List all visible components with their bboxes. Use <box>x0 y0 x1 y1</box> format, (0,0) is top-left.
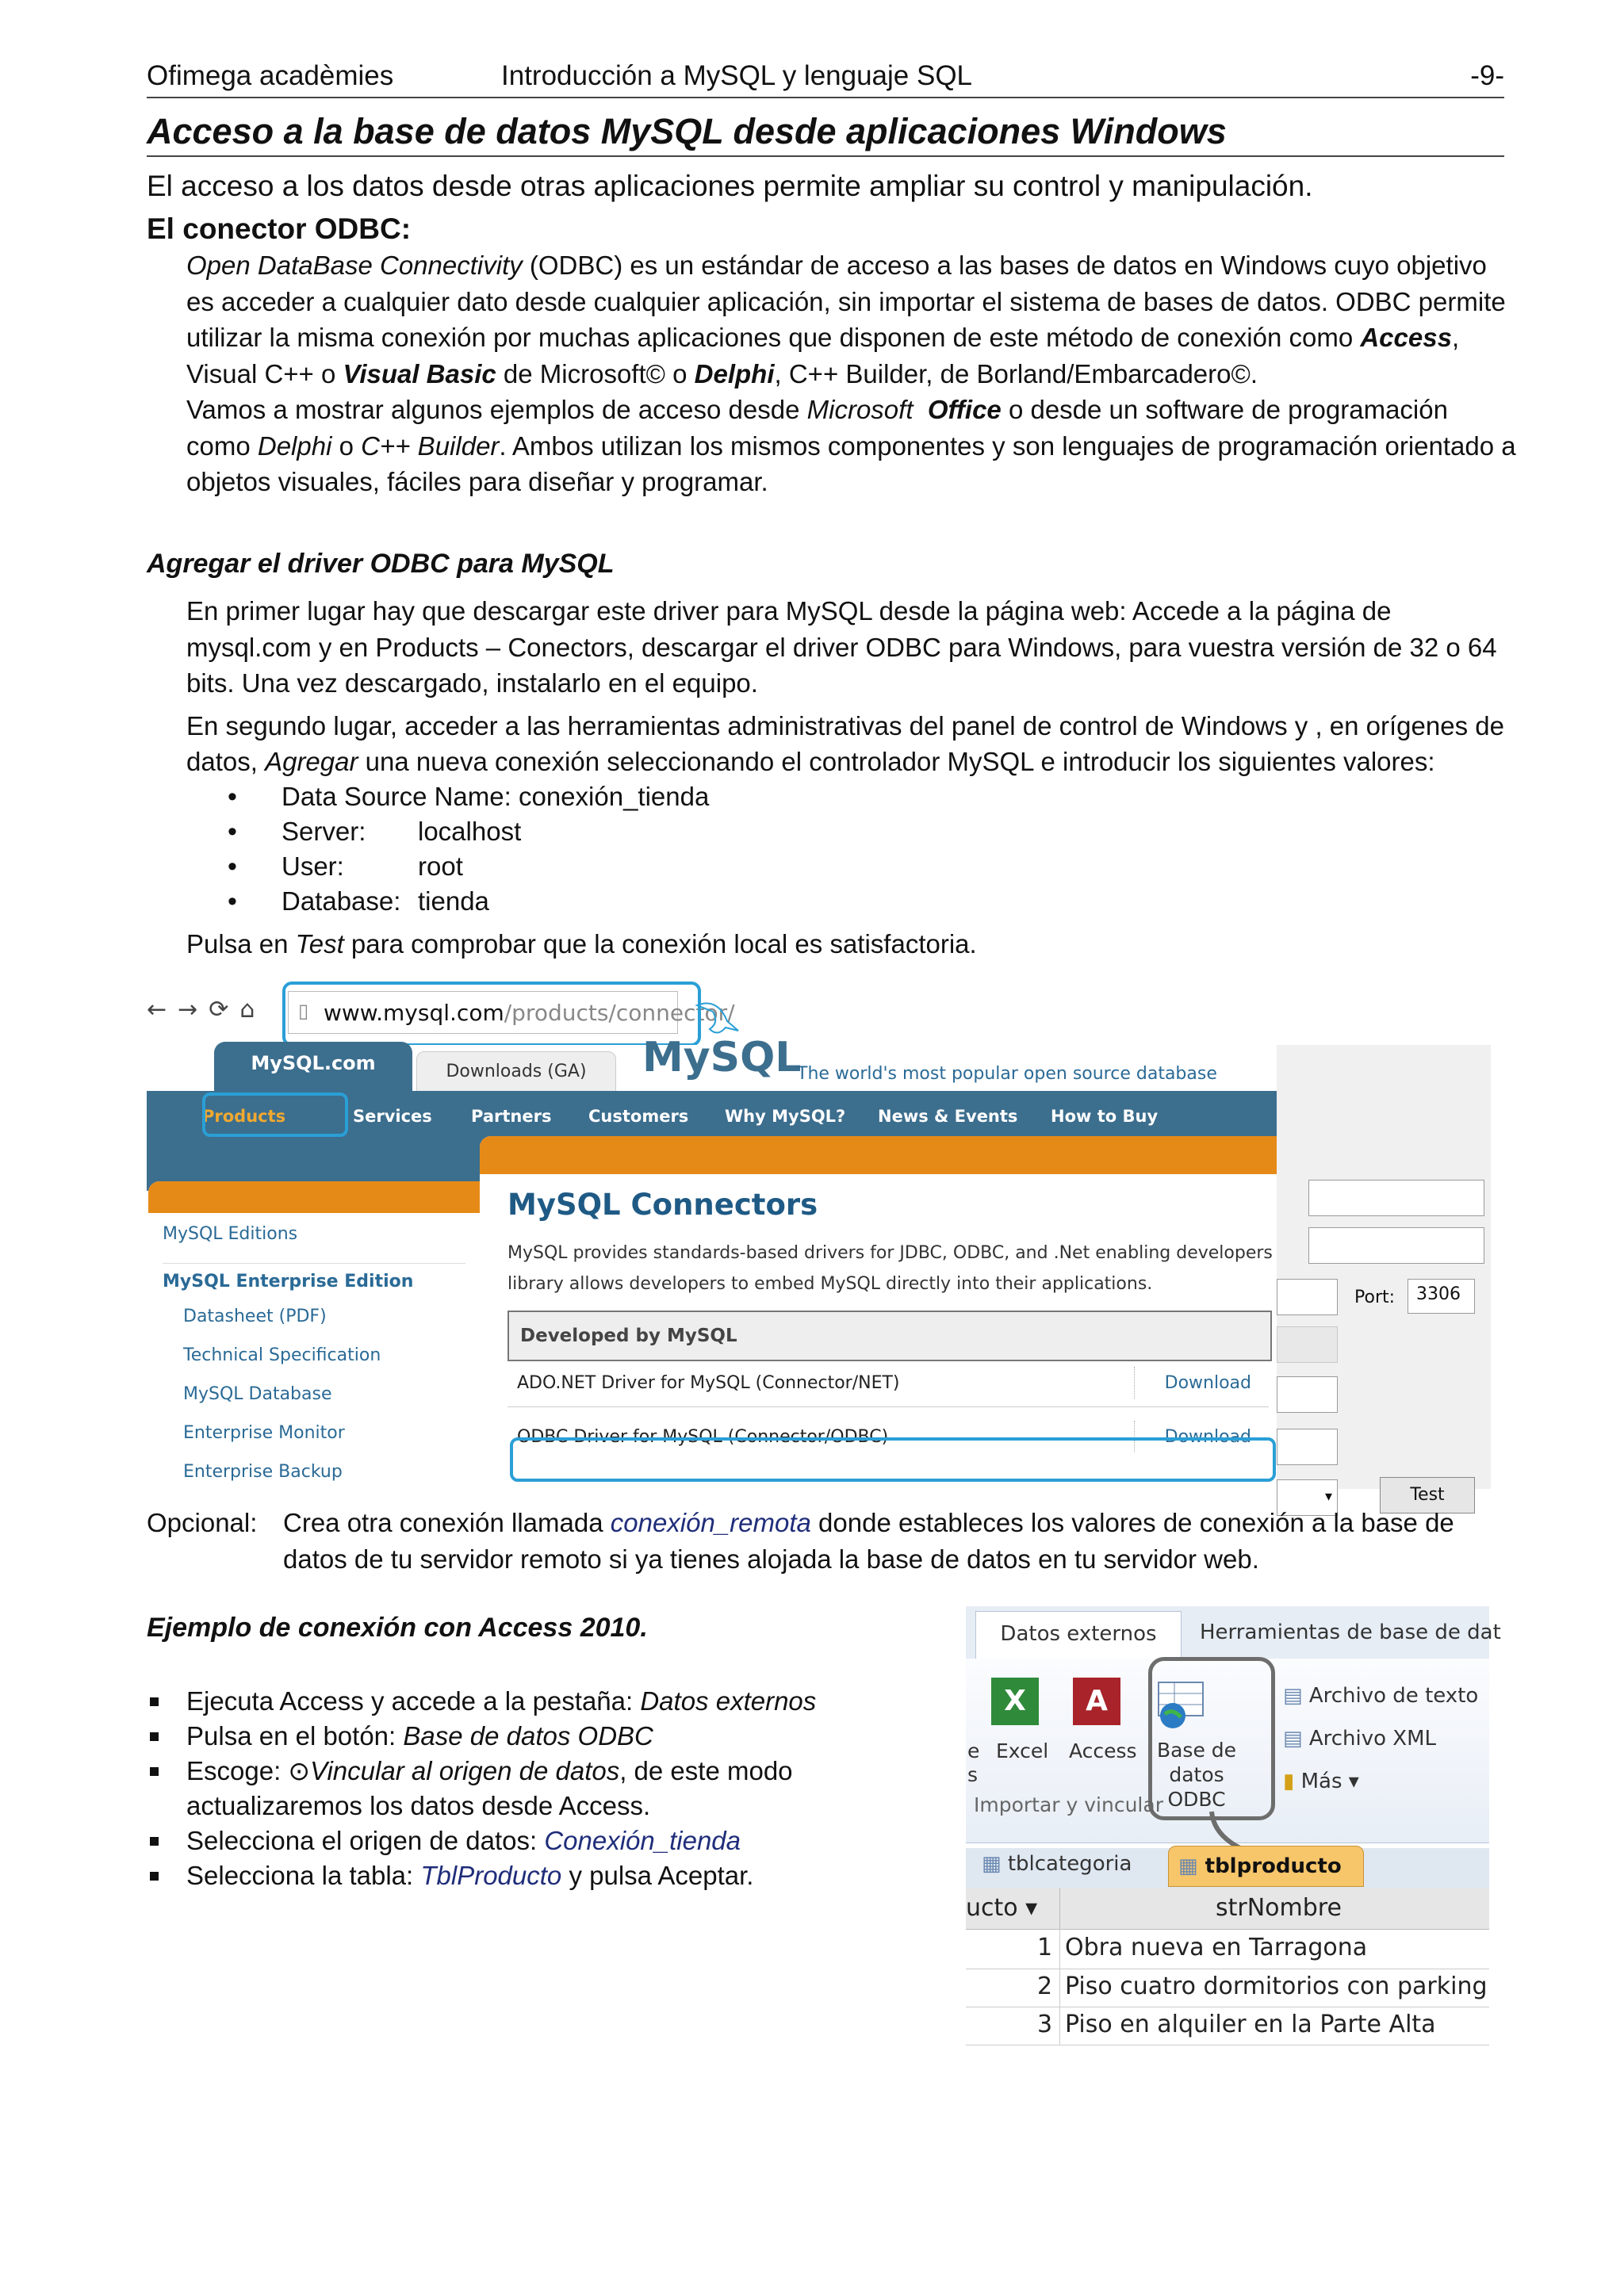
table-row[interactable] <box>966 1969 1489 2007</box>
cell-name: Obra nueva en Tarragona <box>1065 1934 1368 1961</box>
list-item: Ejecuta Access y accede a la pestaña: Datos externos <box>147 1684 845 1719</box>
dialog-field[interactable] <box>1308 1227 1484 1264</box>
tab-mysql-com[interactable]: MySQL.com <box>214 1042 412 1091</box>
download-link[interactable]: Download <box>1164 1373 1251 1393</box>
odbc-dialog-fragment <box>1277 1045 1491 1505</box>
port-label: Port: <box>1354 1288 1396 1307</box>
list-item: Pulsa en el botón: Base de datos ODBC <box>147 1719 845 1754</box>
column-id[interactable]: ucto ▾ <box>966 1894 1038 1922</box>
column-strnombre[interactable]: strNombre <box>1216 1894 1342 1922</box>
test-instruction: Pulsa en Test para comprobar que la conexión local es satisfactoria. <box>186 929 977 959</box>
chevron-down-icon: ▾ <box>1324 1488 1332 1505</box>
list-item: • Database: tienda <box>186 884 900 919</box>
reload-icon[interactable]: ⟳ <box>209 996 240 1024</box>
excel-icon: X <box>991 1678 1039 1725</box>
nav-customers[interactable]: Customers <box>588 1107 689 1126</box>
mysql-logo: MySQL <box>642 1034 802 1081</box>
side-datasheet[interactable]: Datasheet (PDF) <box>183 1307 327 1326</box>
ribbon-group-label: Importar y vincular <box>974 1793 1163 1816</box>
connectors-title: MySQL Connectors <box>508 1188 818 1222</box>
download-link[interactable]: Download <box>1164 1427 1251 1447</box>
header-center: Introducción a MySQL y lenguaje SQL <box>501 60 973 91</box>
connectors-desc-1: MySQL provides standards-based drivers for JDBC, ODBC, and .Net enabling developers <box>508 1243 1273 1263</box>
odbc-button[interactable]: Base de datos ODBC <box>1156 1739 1237 1811</box>
list-item: • Server: localhost <box>186 814 900 849</box>
access-icon: A <box>1073 1678 1120 1725</box>
header-left: Ofimega acadèmies <box>147 60 394 91</box>
access-ribbon-screenshot <box>966 1606 1501 2038</box>
page-number: -9- <box>1470 60 1504 91</box>
browser-nav-icons <box>147 996 266 1024</box>
side-enterprise-edition[interactable]: MySQL Enterprise Edition <box>163 1272 414 1292</box>
side-technical-spec[interactable]: Technical Specification <box>183 1345 381 1365</box>
driver-name: ADO.NET Driver for MySQL (Connector/NET) <box>517 1373 900 1393</box>
page-title: Acceso a la base de datos MySQL desde aplicaciones Windows <box>147 111 1504 157</box>
odbc-highlight <box>1148 1657 1275 1820</box>
optional-label: Opcional: <box>147 1508 258 1537</box>
cell-id: 1 <box>1037 1934 1053 1961</box>
cut-label: e s <box>967 1739 980 1786</box>
side-enterprise-backup[interactable]: Enterprise Backup <box>183 1462 343 1482</box>
access-steps-list <box>147 1684 845 1893</box>
intro-text: El acceso a los datos desde otras aplicaciones permite ampliar su control y manipulación. <box>147 170 1313 202</box>
driver-name: ODBC Driver for MySQL (Connector/ODBC) <box>517 1427 889 1447</box>
optional-text: Crea otra conexión llamada conexión_remota donde estableces los valores de conexión a la base de datos de tu servidor remoto si ya tienes alojada la base de datos en tu servidor web. <box>283 1508 1454 1574</box>
mas-option[interactable]: ▮ Más ▾ <box>1283 1770 1359 1793</box>
list-item: Selecciona el origen de datos: Conexión_tienda <box>147 1823 845 1858</box>
nav-services[interactable]: Services <box>353 1107 432 1126</box>
side-enterprise-monitor[interactable]: Enterprise Monitor <box>183 1423 345 1443</box>
table-row[interactable] <box>966 2007 1489 2045</box>
odbc-values-list <box>186 779 900 919</box>
datasheet-header <box>966 1888 1489 1930</box>
odbc-highlight <box>510 1437 1276 1482</box>
tab-tblcategoria[interactable]: ▦ tblcategoria <box>982 1852 1132 1876</box>
nav-news-events[interactable]: News & Events <box>878 1107 1018 1126</box>
cell-name: Piso cuatro dormitorios con parking <box>1065 1973 1488 2000</box>
left-sidebar <box>148 1181 489 1490</box>
section-odbc-heading: El conector ODBC: <box>147 212 412 245</box>
list-item: Selecciona la tabla: TblProducto y pulsa Aceptar. <box>147 1858 845 1893</box>
table-icon: ▦ <box>1178 1854 1198 1878</box>
mysql-website-screenshot <box>147 982 1491 1505</box>
access-button[interactable]: Access <box>1069 1739 1137 1762</box>
tab-datos-externos[interactable]: Datos externos <box>975 1611 1182 1661</box>
section-access-heading: Ejemplo de conexión con Access 2010. <box>147 1613 648 1643</box>
nav-how-to-buy[interactable]: How to Buy <box>1051 1107 1159 1126</box>
connectors-desc-2: library allows developers to embed MySQL directly into their applications. <box>508 1274 1153 1294</box>
products-highlight <box>202 1093 348 1137</box>
list-item: Escoge: ⊙Vincular al origen de datos, de este modo actualizaremos los datos desde Access. <box>147 1754 845 1823</box>
tagline: The world's most popular open source database <box>797 1064 1217 1084</box>
cell-name: Piso en alquiler en la Parte Alta <box>1065 2011 1436 2038</box>
tab-tblproducto[interactable]: ▦ tblproducto <box>1168 1846 1364 1887</box>
odbc-paragraph: Open DataBase Connectivity (ODBC) es un estándar de acceso a las bases de datos en Windows cuyo objetivo es acceder a cualquier dato desde cualquier aplicación, sin importar el sistema de bases de datos. ODBC permite utilizar la misma conexión por muchas aplicaciones que disponen de este método de conexión como Access, Visual C++ o Visual Basic de Microsoft© o Delphi, C++ Builder, de Borland/Embarcadero©. Vamos a mostrar algunos ejemplos de acceso desde Microsoft Office o desde un software de programación como Delphi o C++ Builder. Ambos utilizan los mismos componentes y son lenguajes de programación orientado a objetos visuales, fáciles para diseñar y programar. <box>186 251 1516 496</box>
page-header <box>147 57 1504 98</box>
server-field[interactable] <box>1277 1279 1338 1315</box>
excel-button[interactable]: Excel <box>996 1739 1049 1762</box>
nav-products[interactable]: Products <box>202 1107 286 1126</box>
cell-id: 2 <box>1037 1973 1053 2000</box>
tab-herramientas[interactable]: Herramientas de base de dat <box>1200 1621 1501 1644</box>
list-item: • User: root <box>186 849 900 884</box>
ribbon-options <box>1283 1674 1478 1803</box>
text-file-icon: ▤ <box>1283 1684 1303 1708</box>
cell-id: 3 <box>1037 2011 1053 2038</box>
tab-downloads[interactable]: Downloads (GA) <box>416 1051 616 1093</box>
test-button[interactable]: Test <box>1380 1477 1475 1513</box>
home-icon[interactable]: ⌂ <box>239 996 266 1024</box>
driver-paragraph: En primer lugar hay que descargar este driver para MySQL desde la página web: Accede a la página de mysql.com y en Products – Conectors, descargar el driver ODBC para Windows, para vuestra versión de 32 o 64 bits. Una vez descargado, instalarlo en el equipo. En segundo lugar, acceder a las herramientas administrativas del panel de control de Windows y , en orígenes de datos, Agregar una nueva conexión seleccionando el controlador MySQL e introducir los siguientes valores: <box>186 596 1504 776</box>
developed-by-header: Developed by MySQL <box>508 1311 1272 1361</box>
table-row <box>508 1360 1269 1407</box>
port-input[interactable]: 3306 <box>1408 1279 1475 1314</box>
dialog-field[interactable] <box>1277 1376 1338 1413</box>
xml-file-icon: ▤ <box>1283 1727 1303 1751</box>
url-text: www.mysql.com/products/connector/ <box>324 1000 735 1026</box>
nav-partners[interactable]: Partners <box>471 1107 552 1126</box>
url-highlight <box>282 982 701 1047</box>
back-icon[interactable]: ← <box>147 996 178 1024</box>
archivo-texto-option[interactable]: ▤ Archivo de texto <box>1283 1684 1479 1708</box>
dialog-field[interactable] <box>1277 1429 1338 1465</box>
section-driver-heading: Agregar el driver ODBC para MySQL <box>147 549 615 579</box>
list-item: • Data Source Name: conexión_tienda <box>186 779 900 814</box>
dialog-field[interactable] <box>1308 1180 1484 1216</box>
side-mysql-database[interactable]: MySQL Database <box>183 1384 332 1404</box>
table-icon: ▦ <box>982 1852 1002 1876</box>
nav-why-mysql[interactable]: Why MySQL? <box>725 1107 846 1126</box>
archivo-xml-option[interactable]: ▤ Archivo XML <box>1283 1727 1437 1751</box>
forward-icon[interactable]: → <box>178 996 209 1024</box>
side-mysql-editions[interactable]: MySQL Editions <box>163 1224 465 1264</box>
disabled-field <box>1277 1326 1338 1363</box>
table-row[interactable] <box>966 1929 1489 1969</box>
database-icon: ▮ <box>1283 1770 1295 1793</box>
page-icon: ▯ <box>298 1000 309 1022</box>
